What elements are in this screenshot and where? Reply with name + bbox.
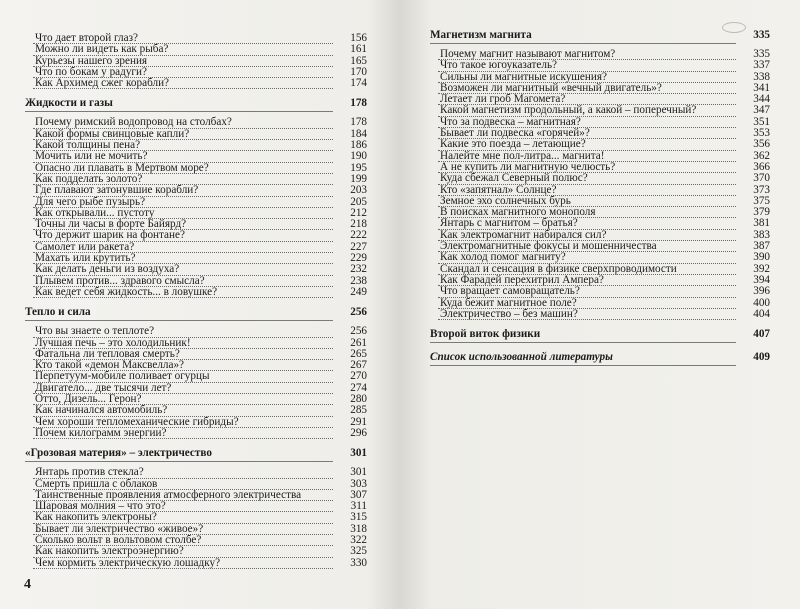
entry-page: 400	[753, 296, 770, 309]
entry-page: 274	[350, 381, 367, 394]
entry-page: 296	[350, 426, 367, 439]
section-underline	[25, 461, 333, 462]
section-underline	[25, 320, 333, 321]
entry-page: 301	[350, 466, 367, 479]
entry-title: Как Фарадей перехитрил Ампера?	[440, 273, 604, 286]
entry-page: 315	[350, 511, 367, 524]
toc-section-heading[interactable]	[25, 94, 367, 112]
entry-page: 325	[350, 545, 367, 558]
entry-page: 311	[350, 500, 367, 513]
toc-entry[interactable]	[25, 151, 367, 162]
entry-page: 379	[753, 206, 770, 219]
entry-page: 351	[753, 115, 770, 128]
toc-left-column	[25, 28, 367, 569]
entry-page: 362	[753, 149, 770, 162]
entry-page: 392	[753, 262, 770, 275]
right-page	[400, 0, 800, 609]
entry-page: 186	[350, 139, 367, 152]
entry-title: Куда бежит магнитное поле?	[440, 296, 577, 309]
entry-title: Как накопить электроэнергию?	[35, 545, 184, 558]
entry-page: 356	[753, 138, 770, 151]
entry-title: Что такое югоуказатель?	[440, 59, 558, 72]
entry-title: Бывает ли электричество «живое»?	[35, 522, 204, 535]
entry-page: 249	[350, 285, 367, 298]
entry-title: Почему магнит называют магнитом?	[440, 48, 616, 60]
toc-section-heading[interactable]	[430, 26, 770, 44]
entry-page: 170	[350, 65, 367, 78]
entry-title: Что держит шарик на фонтане?	[35, 229, 185, 242]
entry-page: 347	[753, 104, 770, 117]
toc-entry[interactable]	[430, 139, 770, 150]
toc-entry[interactable]	[25, 512, 367, 523]
entry-title: Как холод помог магниту?	[440, 251, 566, 264]
entry-title: Янтарь с магнитом – братья?	[440, 217, 578, 230]
entry-title: Что вращает самовращатель?	[440, 285, 580, 298]
toc-entry[interactable]	[430, 173, 770, 184]
toc-entry[interactable]	[25, 78, 367, 89]
section-title: Тепло и сила	[25, 306, 91, 319]
entry-title: В поисках магнитного монополя	[440, 206, 596, 219]
entry-page: 396	[753, 285, 770, 298]
toc-section-heading[interactable]	[430, 325, 770, 343]
entry-page: 375	[753, 194, 770, 207]
entry-title: Сильны ли магнитные искушения?	[440, 70, 607, 83]
entry-title: Какой магнетизм продольный, а какой – поперечный?	[440, 104, 697, 117]
entry-title: Что за подвеска – магнитная?	[440, 115, 581, 128]
entry-title: Перпетуум-мобиле поливает огурцы	[35, 370, 210, 383]
toc-entry[interactable]	[25, 326, 367, 337]
entry-page: 227	[350, 240, 367, 253]
toc-entry[interactable]	[430, 286, 770, 297]
entry-title: Возможен ли магнитный «вечный двигатель»?	[440, 81, 662, 94]
entry-title: Почем килограмм энергии?	[35, 426, 167, 439]
toc-entry[interactable]	[25, 546, 367, 557]
entry-title: Как электромагнит набирался сил?	[440, 228, 607, 241]
toc-entry[interactable]	[430, 60, 770, 71]
section-title: Второй виток физики	[430, 328, 541, 341]
section-page: 409	[753, 351, 770, 364]
entry-title: Налейте мне пол-литра... магнита!	[440, 149, 605, 162]
section-title: «Грозовая материя» – электричество	[25, 447, 212, 460]
entry-page: 156	[350, 32, 367, 44]
section-underline	[430, 43, 736, 44]
section-title: Список использованной литературы	[430, 351, 613, 364]
entry-title: Мочить или не мочить?	[35, 150, 148, 163]
section-page: 301	[350, 447, 367, 460]
entry-title: Янтарь против стекла?	[35, 466, 144, 479]
entry-title: Скандал и сенсация в физике сверхпроводимости	[440, 262, 677, 275]
entry-title: Опасно ли плавать в Мертвом море?	[35, 161, 209, 174]
entry-page: 366	[753, 160, 770, 173]
toc-right-column	[430, 26, 770, 366]
dot-leader	[438, 319, 736, 320]
entry-page: 390	[753, 251, 770, 264]
entry-page: 383	[753, 228, 770, 241]
entry-title: Бывает ли подвеска «горячей»?	[440, 127, 590, 140]
section-page: 335	[753, 29, 770, 41]
entry-title: Как Архимед сжег корабли?	[35, 77, 170, 90]
entry-title: Лучшая печь – это холодильник!	[35, 336, 191, 349]
entry-page: 344	[753, 93, 770, 106]
entry-page: 338	[753, 70, 770, 83]
toc-entry[interactable]	[25, 44, 367, 55]
entry-title: Плывем против... здравого смысла?	[35, 274, 205, 287]
entry-page: 373	[753, 183, 770, 196]
section-underline	[430, 342, 736, 343]
entry-page: 161	[350, 43, 367, 56]
entry-page: 256	[350, 325, 367, 338]
entry-title: Электричество – без машин?	[440, 307, 578, 320]
entry-page: 381	[753, 217, 770, 230]
entry-page: 285	[350, 404, 367, 417]
entry-title: Чем кормить электрическую лошадку?	[35, 556, 221, 569]
entry-title: Как делать деньги из воздуха?	[35, 263, 180, 276]
entry-page: 261	[350, 336, 367, 349]
entry-title: Для чего рыбе пузырь?	[35, 195, 146, 208]
dot-leader	[33, 297, 333, 298]
entry-page: 387	[753, 240, 770, 253]
entry-page: 232	[350, 263, 367, 276]
entry-title: Кто такой «демон Максвелла»?	[35, 359, 185, 372]
entry-page: 291	[350, 415, 367, 428]
entry-title: Летает ли гроб Магомета?	[440, 93, 566, 106]
entry-page: 280	[350, 393, 367, 406]
entry-title: Таинственные проявления атмосферного электричества	[35, 488, 302, 501]
entry-page: 195	[350, 161, 367, 174]
page-number: 4	[24, 577, 31, 592]
entry-page: 205	[350, 195, 367, 208]
entry-title: Что по бокам у радуги?	[35, 65, 147, 78]
section-title: Магнетизм магнита	[430, 29, 532, 41]
entry-page: 184	[350, 127, 367, 140]
entry-title: Земное эхо солнечных бурь	[440, 194, 571, 207]
entry-title: Как накопить электроны?	[35, 511, 157, 524]
entry-page: 218	[350, 218, 367, 231]
dot-leader	[33, 568, 333, 569]
section-underline	[430, 365, 736, 366]
entry-title: Двигатело... две тысячи лет?	[35, 381, 172, 394]
entry-title: Где плавают затонувшие корабли?	[35, 184, 199, 197]
entry-page: 303	[350, 477, 367, 490]
entry-page: 265	[350, 347, 367, 360]
entry-title: Что дает второй глаз?	[35, 32, 138, 44]
dot-leader	[33, 438, 333, 439]
entry-page: 330	[350, 556, 367, 569]
entry-page: 165	[350, 54, 367, 67]
toc-entry[interactable]	[25, 185, 367, 196]
entry-title: Сколько вольт в вольтовом столбе?	[35, 533, 202, 546]
toc-entry[interactable]	[25, 264, 367, 275]
toc-entry[interactable]	[25, 467, 367, 478]
entry-title: Как подделать золото?	[35, 172, 143, 185]
entry-page: 337	[753, 59, 770, 72]
toc-entry[interactable]	[430, 309, 770, 320]
entry-title: Махать или крутить?	[35, 252, 136, 265]
entry-title: Куда сбежал Северный полюс?	[440, 172, 588, 185]
entry-page: 203	[350, 184, 367, 197]
entry-title: Можно ли видеть как рыба?	[35, 43, 169, 56]
entry-title: Какой формы свинцовые капли?	[35, 127, 190, 140]
entry-page: 307	[350, 488, 367, 501]
entry-page: 404	[753, 307, 770, 320]
entry-title: Фатальна ли тепловая смерть?	[35, 347, 180, 360]
toc-entry[interactable]	[25, 287, 367, 298]
entry-title: Как начинался автомобиль?	[35, 404, 168, 417]
entry-title: Чем хороши тепломеханические гибриды?	[35, 415, 239, 428]
entry-title: Как ведет себя жидкость... в ловушке?	[35, 285, 218, 298]
section-page: 256	[350, 306, 367, 319]
entry-title: Точны ли часы в форте Байярд?	[35, 218, 187, 231]
section-page: 407	[753, 328, 770, 341]
entry-page: 178	[350, 116, 367, 129]
toc-entry[interactable]	[430, 252, 770, 263]
toc-section-heading[interactable]	[430, 348, 770, 366]
toc-section-heading[interactable]	[25, 303, 367, 321]
entry-title: Почему римский водопровод на столбах?	[35, 116, 232, 129]
entry-title: А не купить ли магнитную челюсть?	[440, 160, 616, 173]
entry-title: Отто, Дизель... Герон?	[35, 393, 142, 406]
entry-page: 322	[350, 533, 367, 546]
entry-page: 222	[350, 229, 367, 242]
entry-page: 335	[753, 48, 770, 60]
section-underline	[25, 111, 333, 112]
entry-page: 270	[350, 370, 367, 383]
entry-page: 212	[350, 206, 367, 219]
entry-page: 199	[350, 172, 367, 185]
entry-title: Шаровая молния – что это?	[35, 500, 166, 513]
entry-title: Кто «запятнал» Солнце?	[440, 183, 557, 196]
entry-page: 267	[350, 359, 367, 372]
entry-page: 190	[350, 150, 367, 163]
entry-title: Самолет или ракета?	[35, 240, 135, 253]
entry-title: Как открывали... пустоту	[35, 206, 155, 219]
toc-section-heading[interactable]	[25, 444, 367, 462]
entry-page: 370	[753, 172, 770, 185]
entry-page: 353	[753, 127, 770, 140]
entry-page: 341	[753, 81, 770, 94]
section-title: Жидкости и газы	[25, 97, 113, 110]
entry-title: Смерть пришла с облаков	[35, 477, 158, 490]
entry-title: Какие это поезда – летающие?	[440, 138, 586, 151]
entry-page: 394	[753, 273, 770, 286]
entry-title: Электромагнитные фокусы и мошенничества	[440, 240, 657, 253]
dot-leader	[33, 88, 333, 89]
entry-title: Курьезы нашего зрения	[35, 54, 148, 67]
toc-entry[interactable]	[25, 405, 367, 416]
entry-page: 318	[350, 522, 367, 535]
toc-entry[interactable]	[25, 558, 367, 569]
section-page: 178	[350, 97, 367, 110]
entry-page: 174	[350, 77, 367, 90]
entry-title: Какой толщины пена?	[35, 139, 141, 152]
toc-entry[interactable]	[25, 428, 367, 439]
entry-title: Что вы знаете о теплоте?	[35, 325, 155, 338]
entry-page: 238	[350, 274, 367, 287]
entry-page: 229	[350, 252, 367, 265]
